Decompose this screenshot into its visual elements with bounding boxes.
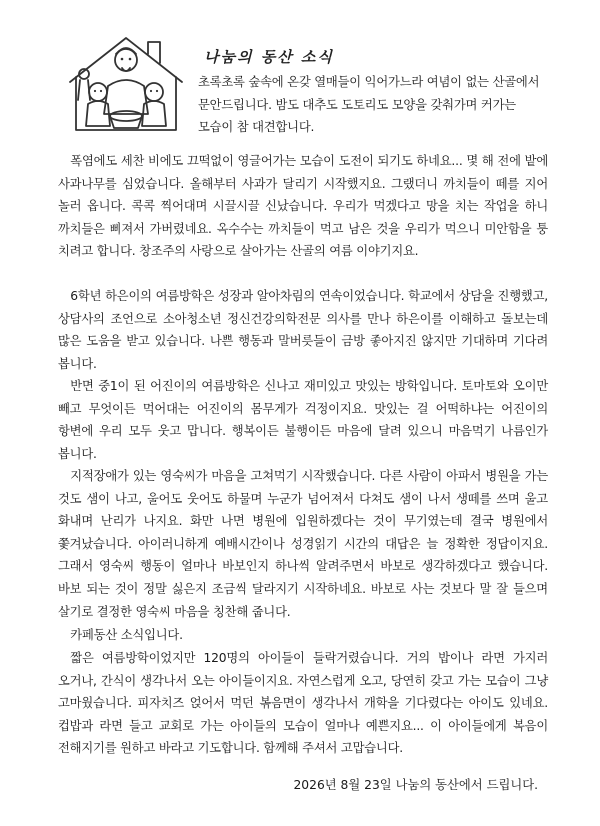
newsletter-title: 나눔의 동산 소식 <box>204 48 334 66</box>
paragraph-youngsook: 지적장애가 있는 영숙씨가 마음을 고쳐먹기 시작했습니다. 다른 사람이 아파서 병원을 가는 것도 샘이 나고, 울어도 웃어도 하물며 누군가 넘어져서 다쳐도 샘이 나서 생떼를 쓰며 울고 화내며 난리가 나지요. 화만 나면 병원에 입원하겠다는 것이 무기였는데 결국 병원에서 쫓겨났습니다. 아이러니하게 예배시간이나 성경읽기 시간의 대답은 늘 정확한 정답이지요. 그래서 영숙씨 행동이 얼마나 바보인지 하나씩 알려주면서 바보로 생각하겠다고 했습니다. 바보 되는 것이 정말 싫은지 조금씩 달라지기 시작하네요. 바보로 사는 것보다 말 잘 들으며 살기로 결정한 영숙씨 마음을 칭찬해 줍니다. <box>58 469 548 619</box>
intro-paragraph: 초록초록 숲속에 온갖 열매들이 익어가느라 여념이 없는 산골에서 문안드립니다. 밤도 대추도 도토리도 모양을 갖춰가며 커가는 모습이 참 대견합니다. <box>198 75 540 135</box>
cafe-heading: 카페동산 소식입니다. <box>70 628 183 642</box>
paragraph-eojin: 반면 중1이 된 어진이의 여름방학은 신나고 재미있고 맛있는 방학입니다. 토마토와 오이만 빼고 무엇이든 먹어대는 어진이의 몸무게가 걱정이지요. 맛있는 걸 어떡하냐는 어진이의 항변에 우리 모두 웃고 맙니다. 행복이든 불행이든 마음에 달려 있으니 마음먹기 나름인가 봅니다. <box>58 379 548 461</box>
paragraph-summer-story: 폭염에도 세찬 비에도 끄떡없이 영글어가는 모습이 도전이 되기도 하네요... 몇 해 전에 밭에 사과나무를 심었습니다. 올해부터 사과가 달리기 시작했지요. 그랬더니 까치들이 떼를 지어 놀러 옵니다. 콕콕 찍어대며 시끌시끌 신났습니다. 우리가 먹겠다고 망을 치는 작업을 하니 까치들은 삐져서 가버렸네요. 옥수수는 까치들이 먹고 남은 것을 우리가 먹으니 미안함을 퉁 치려고 합니다. 창조주의 사랑으로 살아가는 산골의 여름 이야기지요. <box>58 154 548 259</box>
signature-line: 2026년 8월 23일 나눔의 동산에서 드립니다. <box>293 778 538 792</box>
paragraph-cafe: 짧은 여름방학이었지만 120명의 아이들이 들락거렸습니다. 거의 밥이나 라면 가지러 오거나, 간식이 생각나서 오는 아이들이지요. 자연스럽게 오고, 당연히 갖고 가는 모습이 그냥 고마웠습니다. 피자치즈 얹어서 먹던 볶음면이 생각나서 개학을 기다렸다는 아이도 있네요. 컵밥과 라면 들고 교회로 가는 아이들의 모습이 얼마나 예쁜지요... 이 아이들에게 복음이 전해지기를 원하고 바라고 기도합니다. 함께해 주셔서 고맙습니다. <box>58 651 548 756</box>
family-house-logo-icon <box>64 30 188 140</box>
paragraph-haeun: 6학년 하은이의 여름방학은 성장과 알아차림의 연속이었습니다. 학교에서 상담을 진행했고, 상담사의 조언으로 소아청소년 정신건강의학전문 의사를 만나 하은이를 이해하고 돌보는데 많은 도움을 받고 있습니다. 나쁜 행동과 말버릇들이 금방 좋아지진 않지만 기대하며 기다려 봅니다. <box>58 289 548 371</box>
